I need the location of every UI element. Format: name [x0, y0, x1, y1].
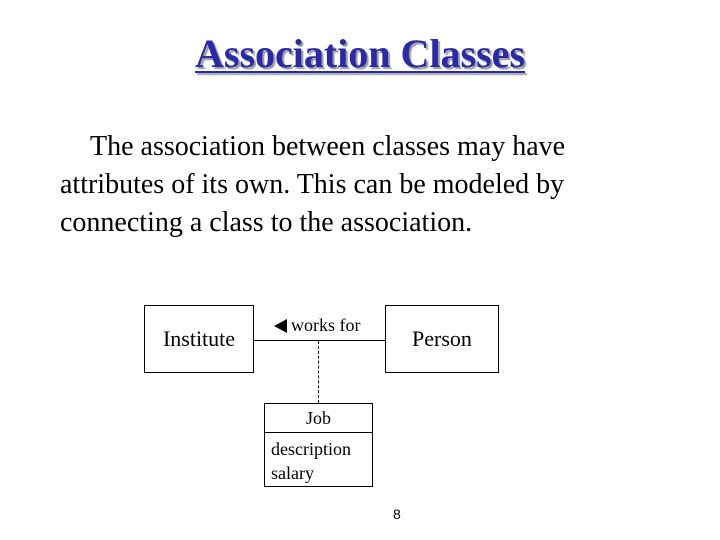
- attribute-description: description: [271, 439, 351, 459]
- job-class-name: Job: [265, 404, 372, 433]
- attribute-salary: salary: [271, 463, 314, 483]
- institute-class-name: Institute: [162, 326, 236, 351]
- person-class-box: [385, 305, 499, 373]
- association-line: [253, 340, 386, 341]
- association-label: [274, 315, 361, 336]
- person-class-name: Person: [412, 326, 472, 351]
- page-number: 8: [393, 506, 401, 522]
- body-line-1: The association between classes may have: [90, 131, 566, 162]
- job-attributes-list: [265, 433, 372, 485]
- association-name: works for: [291, 315, 361, 335]
- body-line-2: attributes of its own. This can be modeled by: [60, 169, 565, 200]
- slide-title: Association Classes: [194, 31, 526, 76]
- association-class-dashed-connector: [318, 341, 319, 403]
- body-line-3: connecting a class to the association.: [60, 207, 473, 238]
- institute-class-box: [144, 305, 254, 373]
- slide-body-text: [60, 128, 660, 242]
- job-association-class-box: [264, 403, 373, 487]
- triangle-left-icon: [274, 319, 287, 333]
